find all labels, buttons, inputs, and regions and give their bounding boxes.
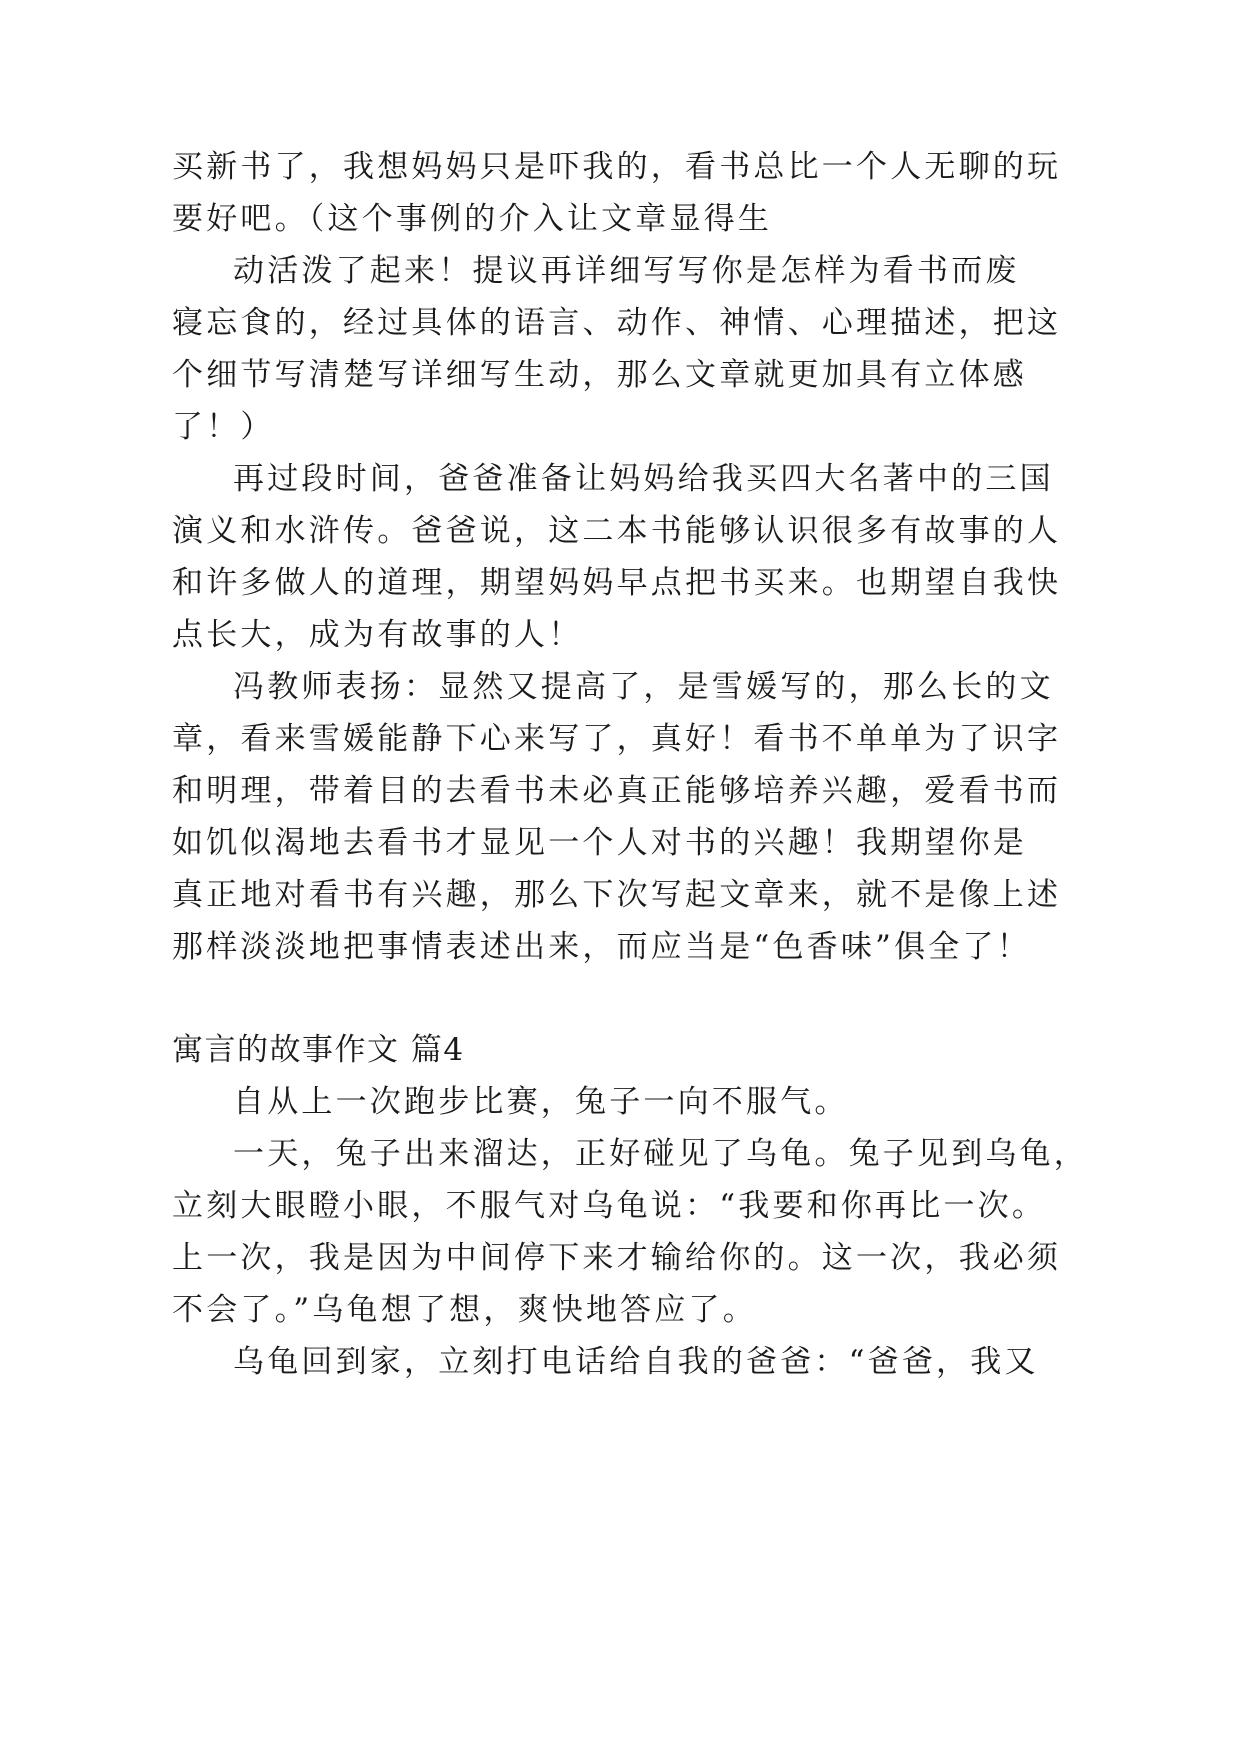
line-text: 演义和水浒传。爸爸说，这二本书能够认识很多有故事的人 [172,513,1062,549]
text-line [0,199,1241,239]
heading-text: 寓言的故事作文 篇4 [172,1032,465,1068]
line-text: 要好吧。（这个事例的介入让文章显得生 [172,201,773,237]
text-line [0,303,1241,343]
line-text: 自从上一次跑步比赛，兔子一向不服气。 [233,1084,849,1120]
text-line [0,667,1241,707]
line-text: 个细节写清楚写详细写生动，那么文章就更加具有立体感 [172,357,1027,393]
text-line [0,1186,1241,1226]
text-line [0,927,1241,967]
line-text: 寝忘食的，经过具体的语言、动作、神情、心理描述，把这 [172,305,1062,341]
line-text: 点长大，成为有故事的人！ [172,617,583,653]
line-text: 和明理，带着目的去看书未必真正能够培养兴趣，爱看书而 [172,773,1062,809]
line-text: 了！） [172,409,275,445]
line-text: 和许多做人的道理，期望妈妈早点把书买来。也期望自我快 [172,565,1062,601]
text-line [0,1134,1241,1174]
text-line [0,563,1241,603]
line-text: 章，看来雪媛能静下心来写了，真好！看书不单单为了识字 [172,721,1062,757]
line-text: 立刻大眼瞪小眼，不服气对乌龟说：“我要和你再比一次。 [172,1188,1047,1224]
line-text: 真正地对看书有兴趣，那么下次写起文章来，就不是像上述 [172,877,1062,913]
text-line [0,407,1241,447]
line-text: 买新书了，我想妈妈只是吓我的，看书总比一个人无聊的玩 [172,149,1062,185]
section-heading [0,1030,1241,1070]
line-text: 动活泼了起来！提议再详细写写你是怎样为看书而废 [233,253,1020,289]
text-line [0,823,1241,863]
text-line [0,1290,1241,1330]
text-line [0,511,1241,551]
line-text: 那样淡淡地把事情表述出来，而应当是“色香味”俱全了！ [172,929,1031,965]
text-line [0,875,1241,915]
text-line [0,355,1241,395]
text-line [0,459,1241,499]
text-line [0,771,1241,811]
text-line [0,1342,1241,1382]
line-text: 一天，兔子出来溜达，正好碰见了乌龟。兔子见到乌龟， [233,1136,1088,1172]
line-text: 上一次，我是因为中间停下来才输给你的。这一次，我必须 [172,1240,1062,1276]
text-line [0,1082,1241,1122]
text-line [0,1238,1241,1278]
text-line [0,147,1241,187]
line-text: 不会了。”乌龟想了想，爽快地答应了。 [172,1292,757,1328]
line-text: 冯教师表扬：显然又提高了，是雪媛写的，那么长的文 [233,669,1054,705]
line-text: 再过段时间，爸爸准备让妈妈给我买四大名著中的三国 [233,461,1054,497]
line-text: 乌龟回到家，立刻打电话给自我的爸爸：“爸爸，我又 [233,1344,1039,1380]
text-line [0,719,1241,759]
line-text: 如饥似渴地去看书才显见一个人对书的兴趣！我期望你是 [172,825,1027,861]
text-line [0,615,1241,655]
text-line [0,251,1241,291]
